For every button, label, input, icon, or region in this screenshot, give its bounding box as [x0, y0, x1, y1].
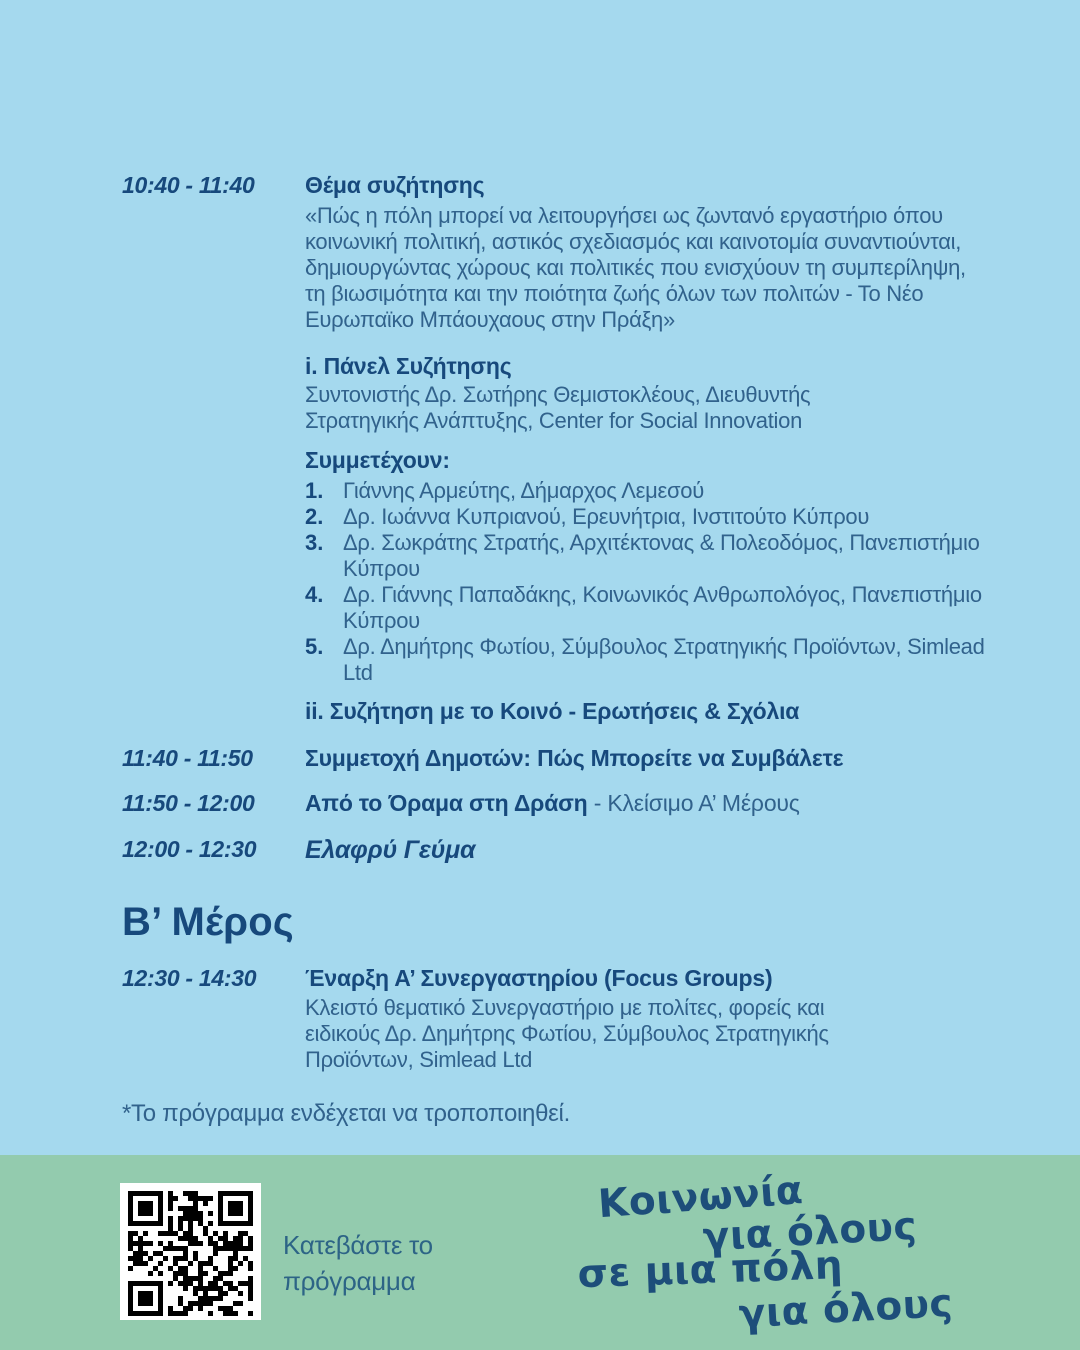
participant-number: 3.: [305, 530, 324, 555]
participant-item: [305, 504, 985, 530]
participant-item: [305, 530, 985, 582]
logo-line: για όλους: [737, 1281, 955, 1338]
footer-band: [0, 1155, 1080, 1350]
participant-number: 2.: [305, 504, 324, 529]
participant-number: 1.: [305, 478, 324, 503]
part-b-heading: Β’ Μέρος: [122, 900, 294, 944]
session5-title: Έναρξη Α’ Συνεργαστηρίου (Focus Groups): [305, 965, 773, 991]
schedule-row-session4: [122, 836, 982, 865]
session4-time: 12:00 - 12:30: [122, 836, 257, 862]
logo-line: για όλους: [701, 1204, 919, 1261]
participants-list: [305, 478, 985, 686]
session1-time: 10:40 - 11:40: [122, 172, 255, 198]
session3-title: Από το Όραμα στη Δράση: [305, 790, 588, 816]
session1-content: [305, 172, 985, 333]
qa-block: [305, 698, 985, 725]
participant-name: Δρ. Δημήτρης Φωτίου, Σύμβουλος Στρατηγικής Προϊόντων, Simlead Ltd: [343, 634, 985, 685]
logo-line: Κοινωνία: [596, 1168, 805, 1228]
participants-heading: Συμμετέχουν:: [305, 447, 450, 473]
logo-line: σε μια πόλη: [576, 1243, 844, 1298]
participant-number: 4.: [305, 582, 324, 607]
session1-description: «Πώς η πόλη μπορεί να λειτουργήσει ως ζωντανό εργαστήριο όπου κοινωνική πολιτική, αστικός σχεδιασμός και καινοτομία συναντιούνται, δημιουργώντας χώρους και πολιτικές που ενισχύουν τη συμπερίληψη, τη βιωσιμότητα και την ποιότητα ζωής όλων των πολιτών - Το Νέο Ευρωπαϊκο Μπάουχαους στην Πράξη»: [305, 203, 966, 332]
session5-time: 12:30 - 14:30: [122, 965, 257, 991]
session3-time: 11:50 - 12:00: [122, 790, 255, 816]
session1-title: Θέμα συζήτησης: [305, 172, 485, 198]
session3-subtitle: - Κλείσιμο Α’ Μέρους: [587, 790, 800, 816]
schedule-row-session3: [122, 790, 982, 817]
participant-name: Δρ. Γιάννης Παπαδάκης, Κοινωνικός Ανθρωπολόγος, Πανεπιστήμιο Κύπρου: [343, 582, 982, 633]
session4-title: Ελαφρύ Γεύμα: [305, 836, 476, 864]
download-program-label: Κατεβάστε το πρόγραμμα: [283, 1230, 433, 1296]
session2-title: Συμμετοχή Δημοτών: Πώς Μπορείτε να Συμβάλετε: [305, 745, 844, 771]
qr-code: [120, 1183, 261, 1320]
participant-name: Γιάννης Αρμεύτης, Δήμαρχος Λεμεσού: [343, 478, 704, 503]
qa-heading: ii. Συζήτηση με το Κοινό - Ερωτήσεις & Σχόλια: [305, 698, 800, 724]
participant-item: [305, 634, 985, 686]
schedule-row-session2: [122, 745, 982, 772]
panel-moderator: Συντονιστής Δρ. Σωτήρης Θεμιστοκλέους, Διευθυντής Στρατηγικής Ανάπτυξης, Center for Social Innovation: [305, 382, 811, 433]
program-footnote: *Το πρόγραμμα ενδέχεται να τροποποιηθεί.: [122, 1100, 570, 1127]
participant-name: Δρ. Ιωάννα Κυπριανού, Ερευνήτρια, Ινστιτούτο Κύπρου: [343, 504, 870, 529]
panel-heading: i. Πάνελ Συζήτησης: [305, 353, 512, 379]
society-for-all-logo: [533, 1168, 955, 1338]
participant-name: Δρ. Σωκράτης Στρατής, Αρχιτέκτονας & Πολεοδόμος, Πανεπιστήμιο Κύπρου: [343, 530, 980, 581]
session5-description: Κλειστό θεματικό Συνεργαστήριο με πολίτες, φορείς και ειδικούς Δρ. Δημήτρης Φωτίου, Σύμβουλος Στρατηγικής Προϊόντων, Simlead Ltd: [305, 995, 829, 1072]
participant-item: [305, 582, 985, 634]
session2-time: 11:40 - 11:50: [122, 745, 253, 771]
participant-item: [305, 478, 985, 504]
participant-number: 5.: [305, 634, 324, 659]
schedule-row-session5: [122, 965, 982, 1073]
panel-block: [305, 353, 985, 434]
participants-block: [305, 447, 985, 686]
